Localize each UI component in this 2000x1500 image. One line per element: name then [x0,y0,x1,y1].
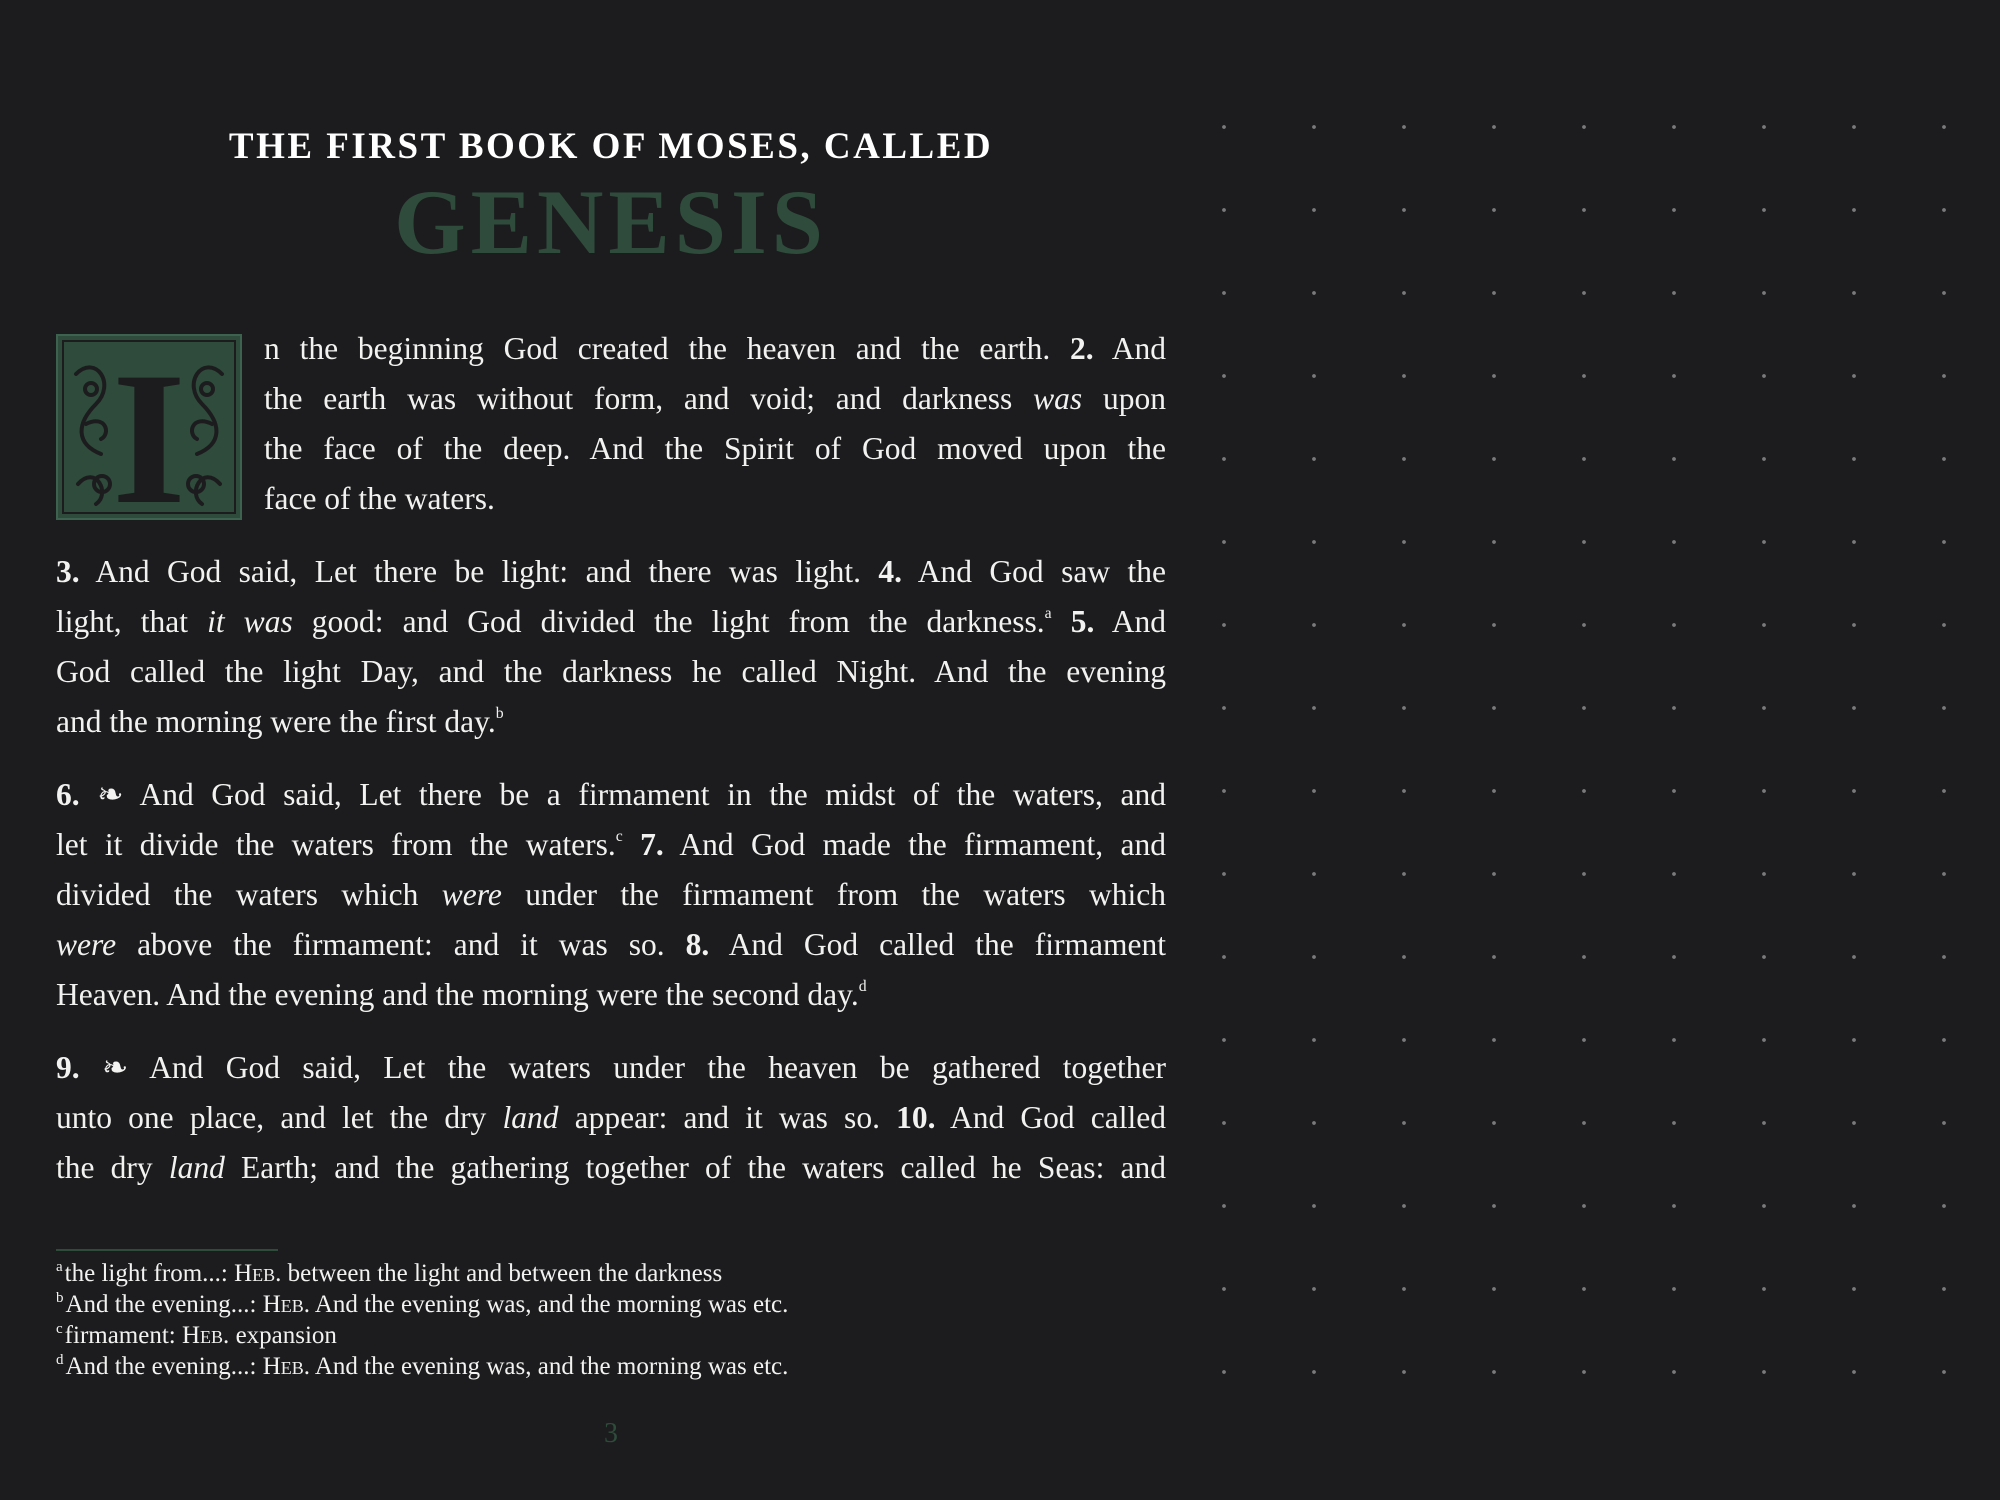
text-segment: And God made the firmament, and [663,827,1167,862]
text-segment: Earth; and the gathering together of the waters called he Seas: and [224,1150,1166,1185]
footnote-lead: the light from...: [64,1260,235,1287]
text-segment: the earth was without form, and void; and darkness [264,381,1034,416]
text-segment [1052,604,1071,639]
text-segment: good: and God divided the light from the darkness. [292,604,1045,639]
text-line [56,770,1166,820]
footnote-abbr: Heb. [262,1291,310,1318]
footnotes [56,1258,788,1382]
verse-paragraph [56,324,1166,524]
text-line [56,597,1166,647]
verse-number: 5. [1070,604,1095,639]
footnote-lead: firmament: [64,1322,182,1349]
footnote-divider [56,1249,278,1251]
text-line [56,870,1166,920]
scripture-text [56,324,1166,1216]
verse-number: 6. [56,777,80,812]
footnote-lead: And the evening...: [65,1291,263,1318]
text-segment: Heaven. And the evening and the morning were the second day. [56,977,859,1012]
verse-number: 2. [1070,331,1094,366]
verse-number: 9. [56,1050,80,1085]
text-segment: appear: and it was so. [558,1100,897,1135]
verse-number: 10. [896,1100,936,1135]
footnote-marker: b [495,704,504,722]
verse-paragraph [56,1043,1166,1193]
text-line [264,424,1166,474]
text-segment: were [56,927,117,962]
footnote-marker: d [858,977,867,995]
text-line [56,647,1166,697]
text-segment: And God said, Let there be light: and there was light. [79,554,879,589]
text-line [264,474,1166,524]
footnote-mark: a [56,1258,63,1275]
text-segment: And [1094,604,1166,639]
text-segment: were [441,877,502,912]
text-segment: unto one place, and let the dry [56,1100,503,1135]
text-line [56,920,1166,970]
text-segment: the dry [56,1150,169,1185]
dot-grid-background [1179,86,1989,1414]
verse-number: 8. [685,927,710,962]
text-line [264,324,1166,374]
footnote-a [56,1258,788,1289]
footnote-text: between the light and between the darkness [281,1260,723,1287]
footnote-mark: b [56,1289,64,1306]
text-segment: divided the waters which [56,877,442,912]
text-segment: land [168,1150,225,1185]
text-segment: And God called the firmament [709,927,1166,962]
text-segment: under the firmament from the waters which [501,877,1166,912]
footnote-abbr: Heb. [182,1322,230,1349]
text-segment: And [1093,331,1167,366]
verse-number: 3. [56,554,80,589]
text-segment: land [502,1100,559,1135]
text-segment: ❧ And God said, Let the waters under the heaven be gathered together [79,1050,1166,1085]
footnote-b [56,1289,788,1320]
text-segment: was [1033,381,1083,416]
footnote-abbr: Heb. [234,1260,282,1287]
book-kicker-heading: THE FIRST BOOK OF MOSES, CALLED [228,126,994,167]
text-segment: above the firmament: and it was so. [116,927,686,962]
page-number: 3 [604,1418,618,1449]
footnote-text: expansion [229,1322,337,1349]
text-segment: n the beginning God created the heaven and the earth. [264,331,1071,366]
verse-number: 7. [640,827,664,862]
verse-number: 4. [878,554,903,589]
footnote-marker: c [615,827,623,845]
text-segment: And God saw the [902,554,1166,589]
footnote-mark: d [56,1351,64,1368]
text-segment: God called the light Day, and the darkness he called Night. And the evening [56,654,1166,689]
text-line [56,1093,1166,1143]
text-segment: And God called [935,1100,1166,1135]
text-segment: upon [1082,381,1166,416]
footnote-d [56,1351,788,1382]
verse-paragraph [56,770,1166,1020]
footnote-lead: And the evening...: [65,1353,263,1380]
text-line [264,374,1166,424]
text-segment [623,827,640,862]
text-segment: ❧ And God said, Let there be a firmament in the midst of the waters, and [79,777,1166,812]
text-segment: light, that [56,604,208,639]
footnote-text: And the evening was, and the morning was etc. [310,1353,789,1380]
text-line [56,970,1166,1020]
text-line [56,547,1166,597]
svg-text:I: I [112,334,186,520]
text-segment: face of the waters. [264,481,495,516]
footnote-mark: c [56,1320,63,1337]
text-segment: let it divide the waters from the waters. [56,827,616,862]
footnote-marker: a [1044,604,1052,622]
text-segment: and the morning were the first day. [56,704,496,739]
text-segment: the face of the deep. And the Spirit of God moved upon the [264,431,1166,466]
text-line [56,697,1166,747]
footnote-c [56,1320,788,1351]
text-line [56,1043,1166,1093]
text-line [56,820,1166,870]
text-line [56,1143,1166,1193]
footnote-abbr: Heb. [262,1353,310,1380]
book-title: GENESIS [394,171,828,273]
footnote-text: And the evening was, and the morning was etc. [310,1291,789,1318]
text-segment: it was [207,604,293,639]
verse-paragraph [56,547,1166,747]
